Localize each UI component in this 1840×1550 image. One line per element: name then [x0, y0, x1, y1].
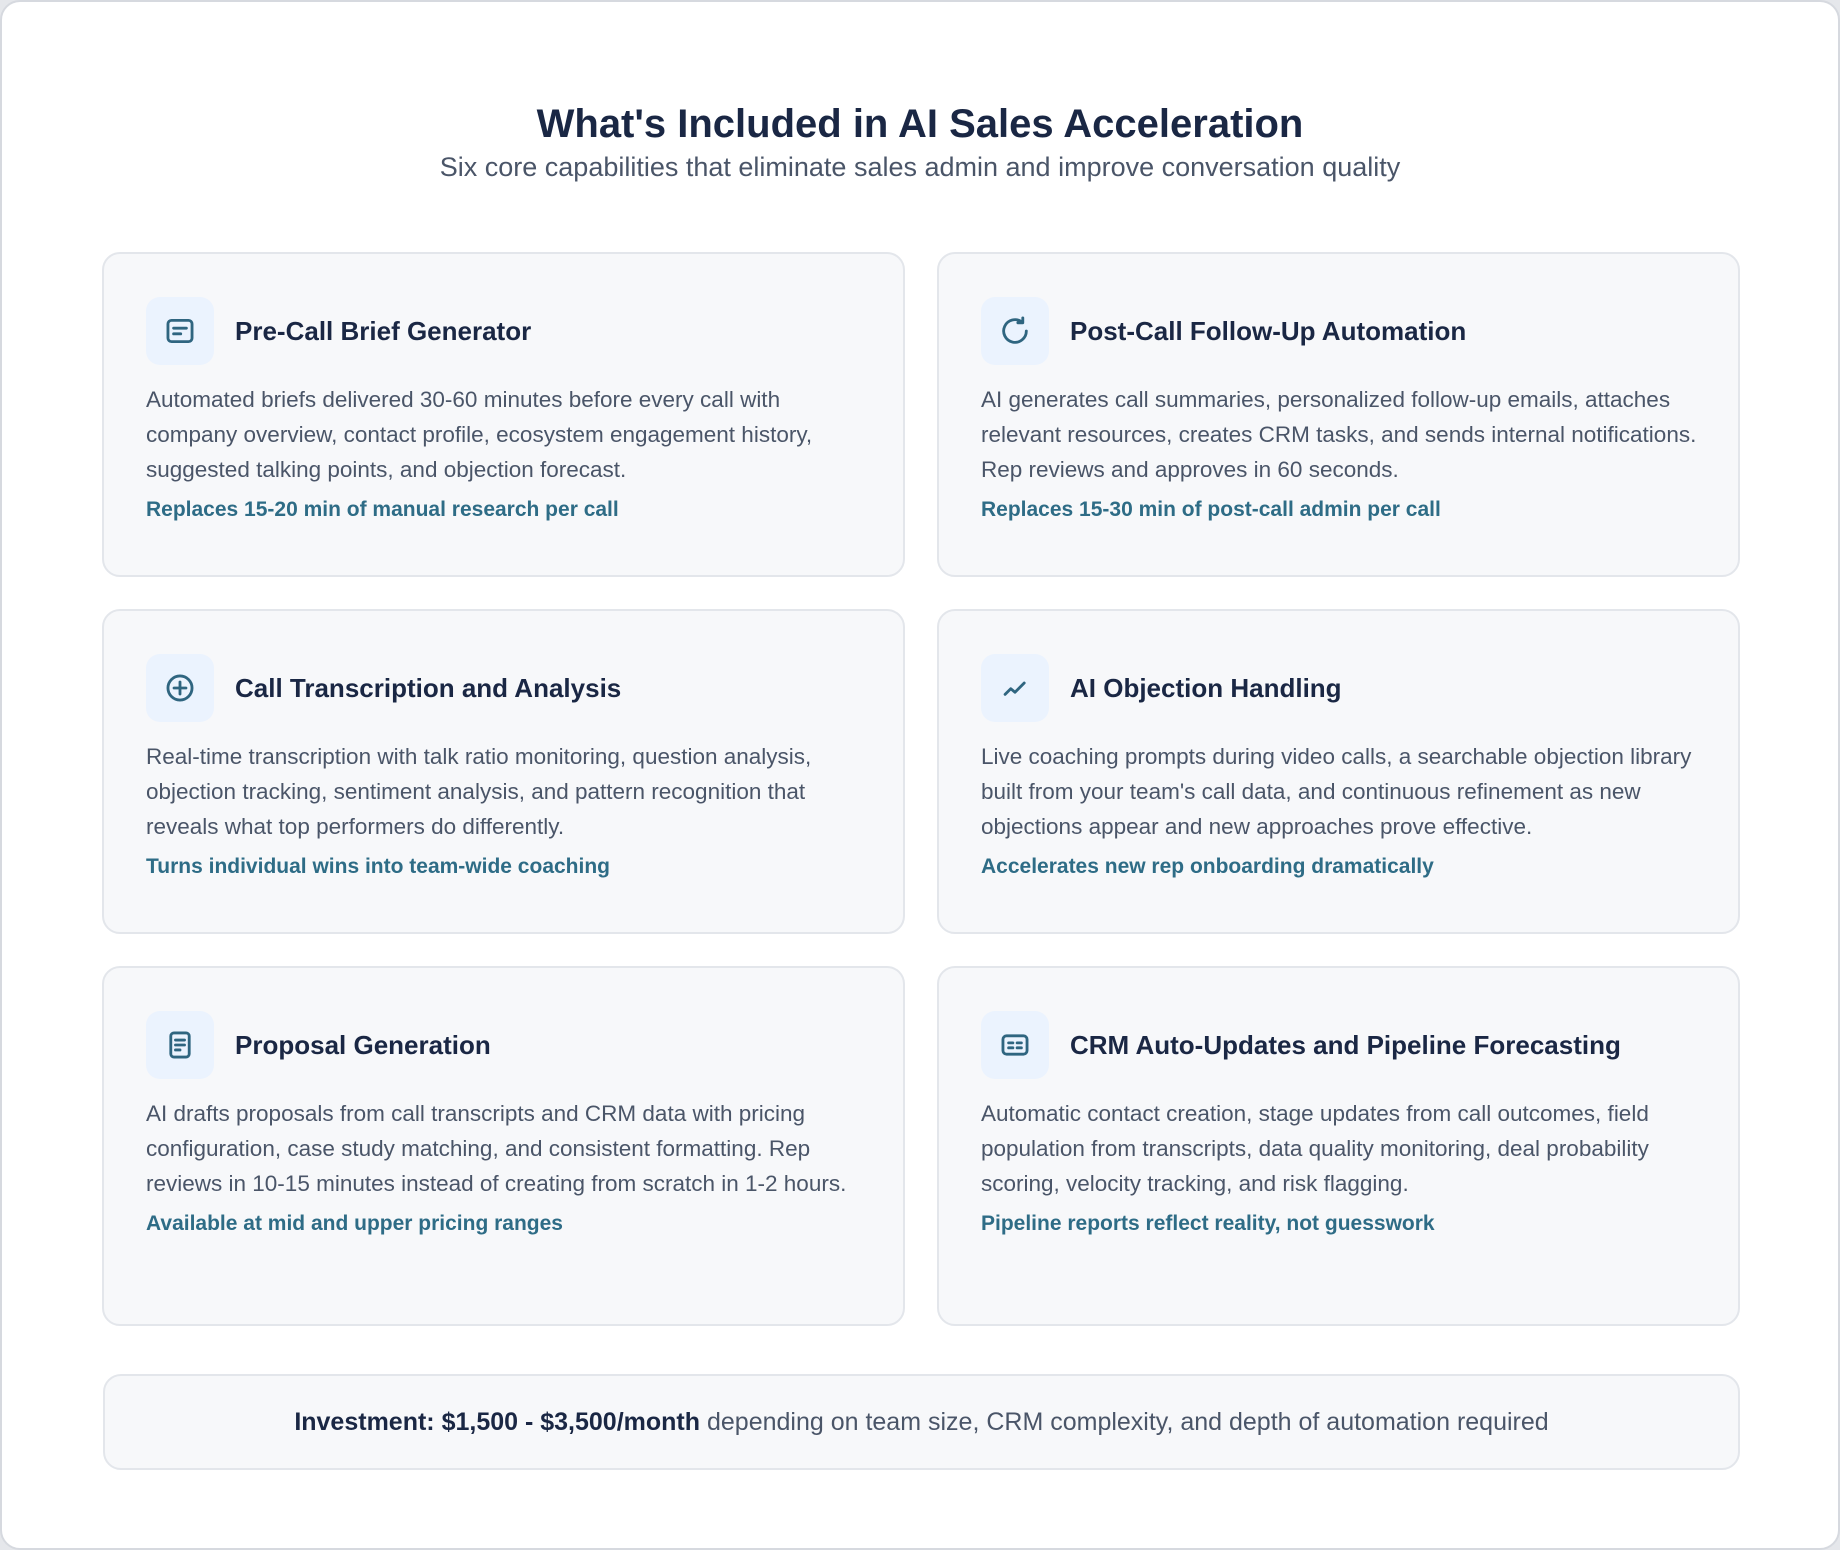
- card-highlight: Pipeline reports reflect reality, not guesswork: [981, 1212, 1435, 1235]
- id-card-icon: [981, 1011, 1049, 1079]
- capability-card-pre-call-brief: [102, 252, 905, 577]
- card-highlight: Accelerates new rep onboarding dramatically: [981, 855, 1434, 878]
- card-description: AI drafts proposals from call transcripts and CRM data with pricing configuration, case study matching, and consistent formatting. Rep reviews in 10-15 minutes instead of creating from scratch in 1-2 hours.: [146, 1101, 847, 1196]
- card-highlight: Turns individual wins into team-wide coaching: [146, 855, 610, 878]
- card-highlight: Available at mid and upper pricing ranges: [146, 1212, 563, 1235]
- trend-line-icon: [981, 654, 1049, 722]
- capability-card-crm-auto-updates: [937, 966, 1740, 1326]
- card-title: Call Transcription and Analysis: [235, 673, 622, 703]
- investment-line: [294, 1408, 1548, 1437]
- card-title: AI Objection Handling: [1070, 673, 1342, 703]
- message-square-text-icon: [146, 297, 214, 365]
- card-title: Post-Call Follow-Up Automation: [1070, 316, 1467, 346]
- card-header: [981, 1011, 1698, 1079]
- card-description: Automatic contact creation, stage updates from call outcomes, field population from transcripts, data quality monitoring, deal probability scoring, velocity tracking, and risk flagging.: [981, 1101, 1649, 1196]
- capability-card-proposal-generation: [102, 966, 905, 1326]
- investment-price: Investment: $1,500 - $3,500/month: [294, 1407, 701, 1436]
- card-header: [981, 654, 1698, 722]
- card-header: [146, 297, 863, 365]
- plus-circle-icon: [146, 654, 214, 722]
- document-icon: [146, 1011, 214, 1079]
- card-description: Real-time transcription with talk ratio monitoring, question analysis, objection tracking, sentiment analysis, and pattern recognition that reveals what top performers do differently.: [146, 744, 812, 839]
- capability-card-post-call-follow-up: [937, 252, 1740, 577]
- card-title: Proposal Generation: [235, 1030, 491, 1060]
- card-description: Live coaching prompts during video calls, a searchable objection library built from your team's call data, and continuous refinement as new objections appear and new approaches prove effective.: [981, 744, 1692, 839]
- card-highlight: Replaces 15-20 min of manual research per call: [146, 498, 619, 521]
- card-description: AI generates call summaries, personalized follow-up emails, attaches relevant resources, creates CRM tasks, and sends internal notifications. Rep reviews and approves in 60 seconds.: [981, 387, 1697, 482]
- page-subtitle: Six core capabilities that eliminate sales admin and improve conversation quality: [439, 152, 1401, 182]
- capabilities-grid: [102, 252, 1740, 1326]
- card-description: Automated briefs delivered 30-60 minutes before every call with company overview, contact profile, ecosystem engagement history, suggested talking points, and objection forecast.: [146, 387, 813, 482]
- capability-card-call-transcription: [102, 609, 905, 934]
- investment-banner: [103, 1374, 1740, 1470]
- card-title: Pre-Call Brief Generator: [235, 316, 532, 346]
- card-header: [981, 297, 1698, 365]
- card-header: [146, 1011, 863, 1079]
- card-header: [146, 654, 863, 722]
- card-title: CRM Auto-Updates and Pipeline Forecasting: [1070, 1030, 1621, 1060]
- page-title: What's Included in AI Sales Acceleration: [536, 102, 1304, 146]
- refresh-icon: [981, 297, 1049, 365]
- investment-details: depending on team size, CRM complexity, and depth of automation required: [700, 1407, 1549, 1436]
- capability-card-objection-handling: [937, 609, 1740, 934]
- card-highlight: Replaces 15-30 min of post-call admin per call: [981, 498, 1441, 521]
